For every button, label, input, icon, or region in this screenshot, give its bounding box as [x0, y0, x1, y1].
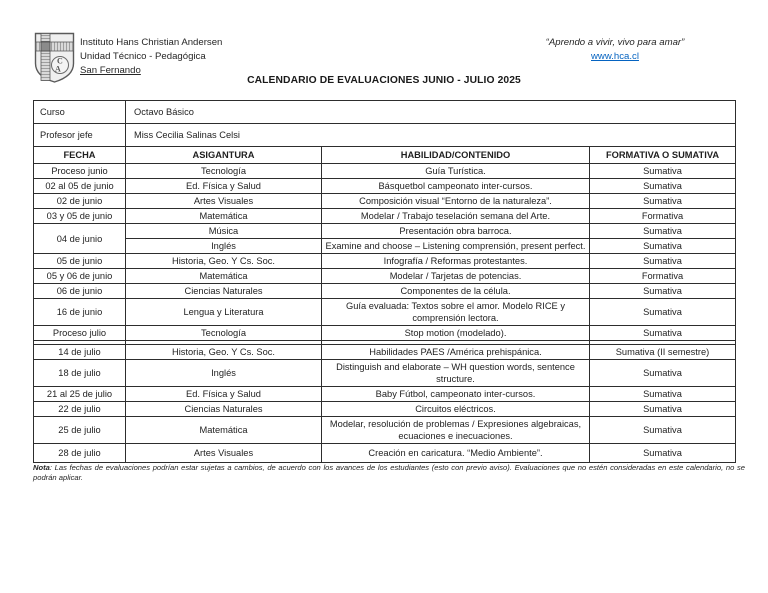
cell-tipo: Sumativa — [590, 254, 736, 269]
table-row — [34, 269, 736, 284]
cell-fecha: 04 de junio — [34, 224, 126, 254]
table-row — [34, 224, 736, 239]
cell-asignatura: Música — [126, 224, 322, 239]
cell-contenido: Infografía / Reformas protestantes. — [322, 254, 590, 269]
table-row — [34, 444, 736, 463]
footnote-label: Nota — [33, 463, 50, 472]
table-row — [34, 360, 736, 387]
cell-tipo: Sumativa — [590, 284, 736, 299]
column-header-fecha: FECHA — [34, 147, 126, 164]
column-header-asignatura: ASIGANTURA — [126, 147, 322, 164]
cell-fecha: 18 de julio — [34, 360, 126, 387]
institute-name: Instituto Hans Christian Andersen — [80, 37, 223, 48]
cell-tipo: Sumativa — [590, 164, 736, 179]
cell-tipo: Sumativa (II semestre) — [590, 345, 736, 360]
table-row — [34, 209, 736, 224]
cell-asignatura: Historia, Geo. Y Cs. Soc. — [126, 254, 322, 269]
cell-fecha: Proceso julio — [34, 326, 126, 341]
cell-asignatura: Matemática — [126, 417, 322, 444]
table-row — [34, 345, 736, 360]
cell-contenido: Examine and choose – Listening comprensión, present perfect. — [322, 239, 590, 254]
column-header-tipo: FORMATIVA O SUMATIVA — [590, 147, 736, 164]
table-row — [34, 417, 736, 444]
table-row — [34, 299, 736, 326]
institute-city: San Fernando — [80, 65, 141, 76]
cell-contenido: Distinguish and elaborate – WH question words, sentence structure. — [322, 360, 590, 387]
footnote-text: : Las fechas de evaluaciones podrían estar sujetas a cambios, de acuerdo con los avances de los estudiantes (esto con previo aviso). Evaluaciones que no estén consideradas en este calendario, no se podrán aplicar. — [33, 463, 745, 482]
info-row-curso — [34, 101, 736, 124]
cell-asignatura: Lengua y Literatura — [126, 299, 322, 326]
cell-tipo: Sumativa — [590, 224, 736, 239]
table-row — [34, 326, 736, 341]
column-header-contenido: HABILIDAD/CONTENIDO — [322, 147, 590, 164]
cell-fecha: 16 de junio — [34, 299, 126, 326]
cell-contenido: Circuitos eléctricos. — [322, 402, 590, 417]
profesor-value: Miss Cecilia Salinas Celsi — [126, 124, 736, 147]
cell-tipo: Sumativa — [590, 402, 736, 417]
cell-tipo: Formativa — [590, 209, 736, 224]
cell-tipo: Formativa — [590, 269, 736, 284]
cell-asignatura: Historia, Geo. Y Cs. Soc. — [126, 345, 322, 360]
table-row — [34, 284, 736, 299]
cell-contenido: Modelar / Tarjetas de potencias. — [322, 269, 590, 284]
page-title: CALENDARIO DE EVALUACIONES JUNIO - JULIO 2025 — [247, 75, 521, 86]
cell-contenido: Guía evaluada: Textos sobre el amor. Modelo RICE y comprensión lectora. — [322, 299, 590, 326]
cell-contenido: Modelar / Trabajo teselación semana del Arte. — [322, 209, 590, 224]
cell-asignatura: Inglés — [126, 239, 322, 254]
curso-label: Curso — [34, 101, 126, 124]
table-row — [34, 164, 736, 179]
svg-text:C: C — [57, 56, 63, 66]
cell-fecha: Proceso junio — [34, 164, 126, 179]
svg-text:A: A — [55, 64, 61, 74]
table-row — [34, 402, 736, 417]
cell-asignatura: Ciencias Naturales — [126, 402, 322, 417]
cell-tipo: Sumativa — [590, 299, 736, 326]
cell-contenido: Guía Turística. — [322, 164, 590, 179]
cell-tipo: Sumativa — [590, 444, 736, 463]
table-row — [34, 179, 736, 194]
table-row — [34, 239, 736, 254]
cell-contenido: Composición visual “Entorno de la naturaleza”. — [322, 194, 590, 209]
cell-fecha: 14 de julio — [34, 345, 126, 360]
cell-tipo: Sumativa — [590, 239, 736, 254]
cell-asignatura: Artes Visuales — [126, 194, 322, 209]
institute-department: Unidad Técnico - Pedagógica — [80, 51, 206, 62]
cell-fecha: 05 y 06 de junio — [34, 269, 126, 284]
cell-contenido: Habilidades PAES /América prehispánica. — [322, 345, 590, 360]
cell-fecha: 21 al 25 de julio — [34, 387, 126, 402]
cell-asignatura: Artes Visuales — [126, 444, 322, 463]
cell-contenido: Creación en caricatura. “Medio Ambiente”. — [322, 444, 590, 463]
cell-contenido: Baby Fútbol, campeonato inter-cursos. — [322, 387, 590, 402]
footnote — [33, 463, 745, 483]
table-row — [34, 387, 736, 402]
cell-fecha: 06 de junio — [34, 284, 126, 299]
cell-tipo: Sumativa — [590, 387, 736, 402]
table-row — [34, 194, 736, 209]
cell-asignatura: Ed. Física y Salud — [126, 387, 322, 402]
info-row-profesor — [34, 124, 736, 147]
cell-fecha: 03 y 05 de junio — [34, 209, 126, 224]
cell-contenido: Presentación obra barroca. — [322, 224, 590, 239]
cell-asignatura: Tecnología — [126, 326, 322, 341]
table-row — [34, 254, 736, 269]
cell-tipo: Sumativa — [590, 179, 736, 194]
school-motto: “Aprendo a vivir, vivo para amar” — [545, 37, 685, 48]
cell-asignatura: Matemática — [126, 209, 322, 224]
cell-fecha: 28 de julio — [34, 444, 126, 463]
cell-tipo: Sumativa — [590, 194, 736, 209]
curso-value: Octavo Básico — [126, 101, 736, 124]
cell-tipo: Sumativa — [590, 360, 736, 387]
profesor-label: Profesor jefe — [34, 124, 126, 147]
cell-fecha: 25 de julio — [34, 417, 126, 444]
column-header-row — [34, 147, 736, 164]
cell-asignatura: Inglés — [126, 360, 322, 387]
cell-fecha: 02 al 05 de junio — [34, 179, 126, 194]
cell-contenido: Stop motion (modelado). — [322, 326, 590, 341]
cell-fecha: 22 de julio — [34, 402, 126, 417]
cell-asignatura: Ed. Física y Salud — [126, 179, 322, 194]
website-link[interactable]: www.hca.cl — [591, 51, 639, 62]
cell-fecha: 02 de junio — [34, 194, 126, 209]
cell-contenido: Componentes de la célula. — [322, 284, 590, 299]
cell-fecha: 05 de junio — [34, 254, 126, 269]
cell-tipo: Sumativa — [590, 326, 736, 341]
calendar-rows — [34, 164, 736, 463]
cell-asignatura: Tecnología — [126, 164, 322, 179]
evaluation-calendar-table — [33, 100, 736, 463]
cell-asignatura: Matemática — [126, 269, 322, 284]
header-right — [480, 36, 750, 64]
cell-tipo: Sumativa — [590, 417, 736, 444]
cell-asignatura: Ciencias Naturales — [126, 284, 322, 299]
cell-contenido: Básquetbol campeonato inter-cursos. — [322, 179, 590, 194]
cell-contenido: Modelar, resolución de problemas / Expresiones algebraicas, ecuaciones e inecuaciones. — [322, 417, 590, 444]
institution-header — [80, 36, 222, 78]
